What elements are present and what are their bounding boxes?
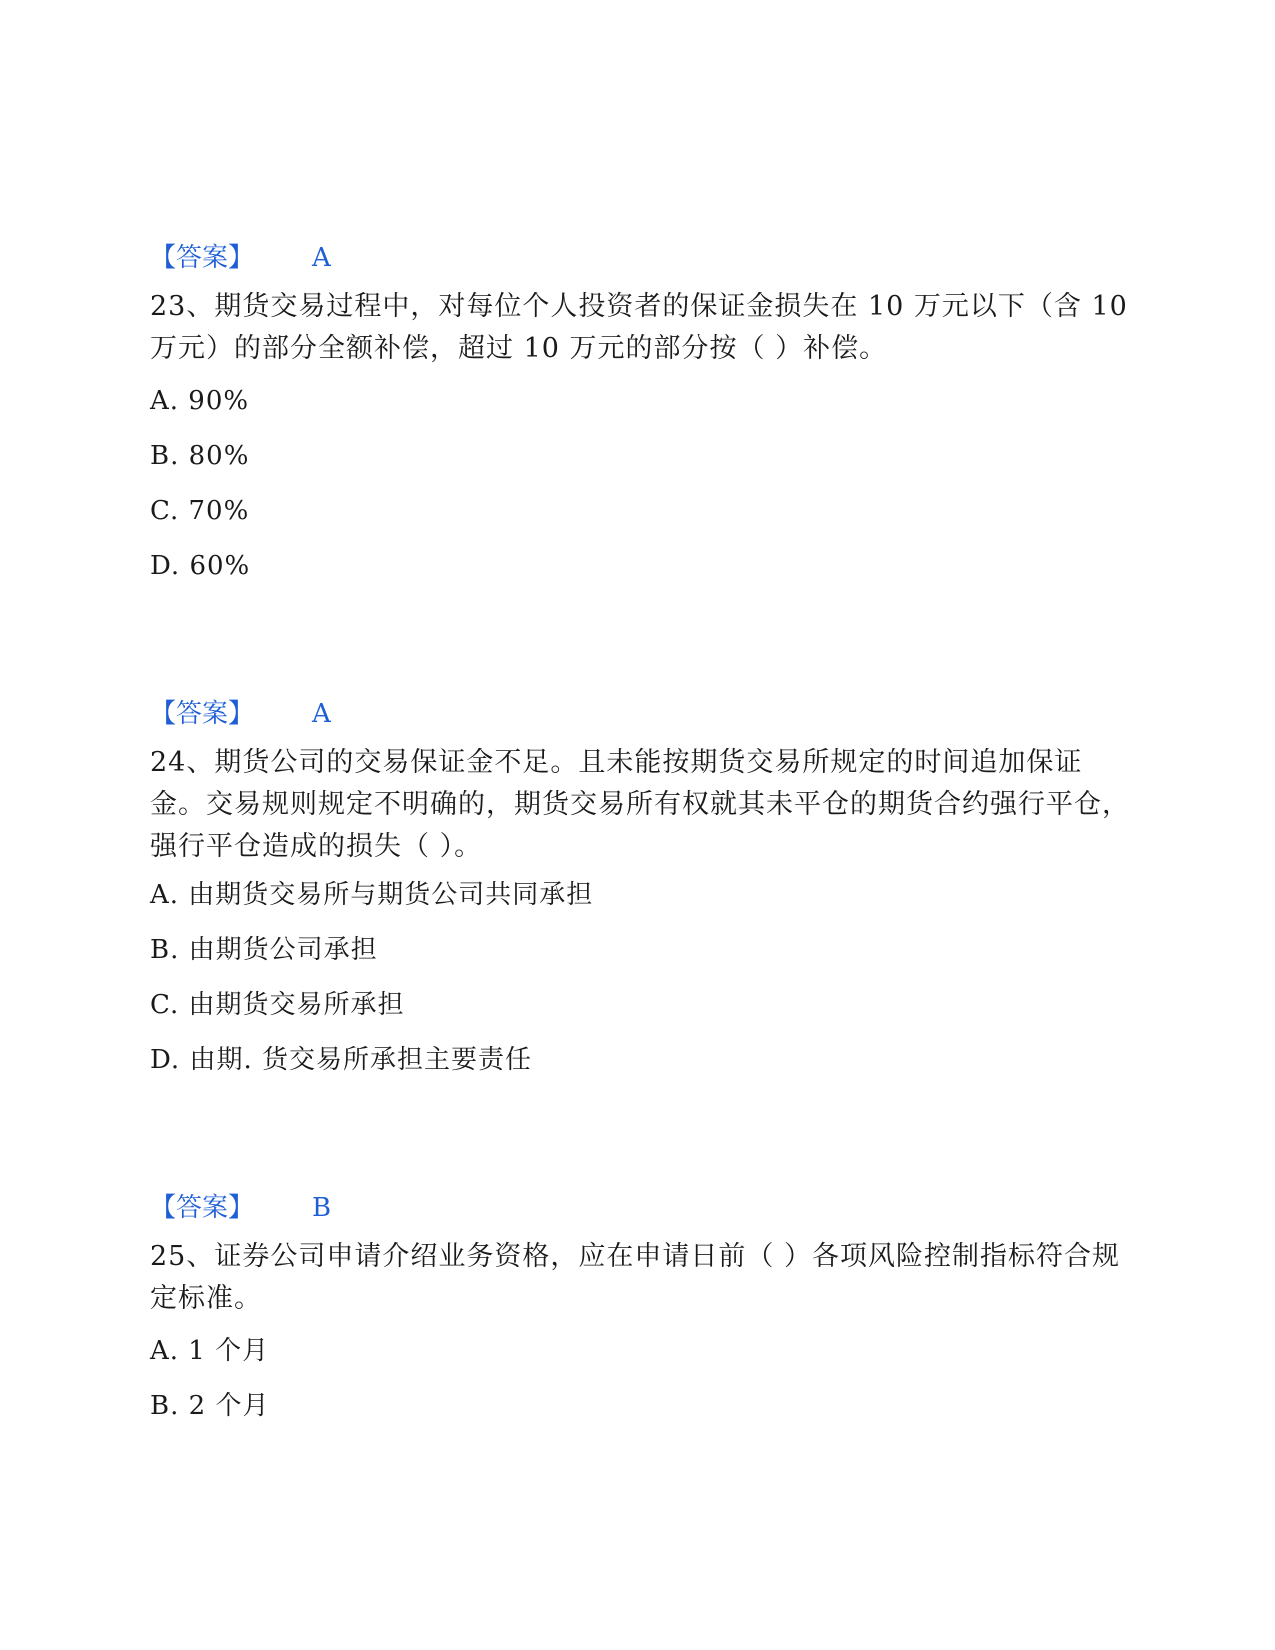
option-b: B. 由期货公司承担: [150, 935, 378, 965]
answer-label: 【答案】: [150, 1193, 255, 1223]
option-b: B. 2 个月: [150, 1391, 270, 1421]
answer-label: 【答案】: [150, 243, 255, 273]
answer-label: 【答案】: [150, 699, 255, 729]
option-d: D. 由期. 货交易所承担主要责任: [150, 1045, 532, 1075]
option-d: D. 60%: [150, 551, 251, 581]
question-text: 24、期货公司的交易保证金不足。且未能按期货交易所规定的时间追加保证金。交易规则规定不明确的，期货交易所有权就其未平仓的期货合约强行平仓，强行平仓造成的损失（ ）。: [150, 747, 1130, 862]
answer-value: A: [312, 699, 331, 729]
answer-value: A: [312, 243, 331, 273]
question-text: 25、证券公司申请介绍业务资格，应在申请日前（ ）各项风险控制指标符合规定标准。: [150, 1241, 1120, 1314]
option-a: A. 由期货交易所与期货公司共同承担: [150, 880, 594, 910]
option-a: A. 90%: [150, 386, 250, 416]
option-b: B. 80%: [150, 441, 250, 471]
answer-row: [150, 1188, 331, 1228]
option-a: A. 1 个月: [150, 1336, 270, 1366]
option-c: C. 70%: [150, 496, 250, 526]
question-text: 23、期货交易过程中，对每位个人投资者的保证金损失在 10 万元以下（含 10 万元）的部分全额补偿，超过 10 万元的部分按（ ）补偿。: [150, 291, 1128, 364]
option-c: C. 由期货交易所承担: [150, 990, 405, 1020]
answer-row: [150, 694, 331, 734]
answer-row: [150, 238, 331, 278]
answer-value: B: [312, 1193, 332, 1223]
